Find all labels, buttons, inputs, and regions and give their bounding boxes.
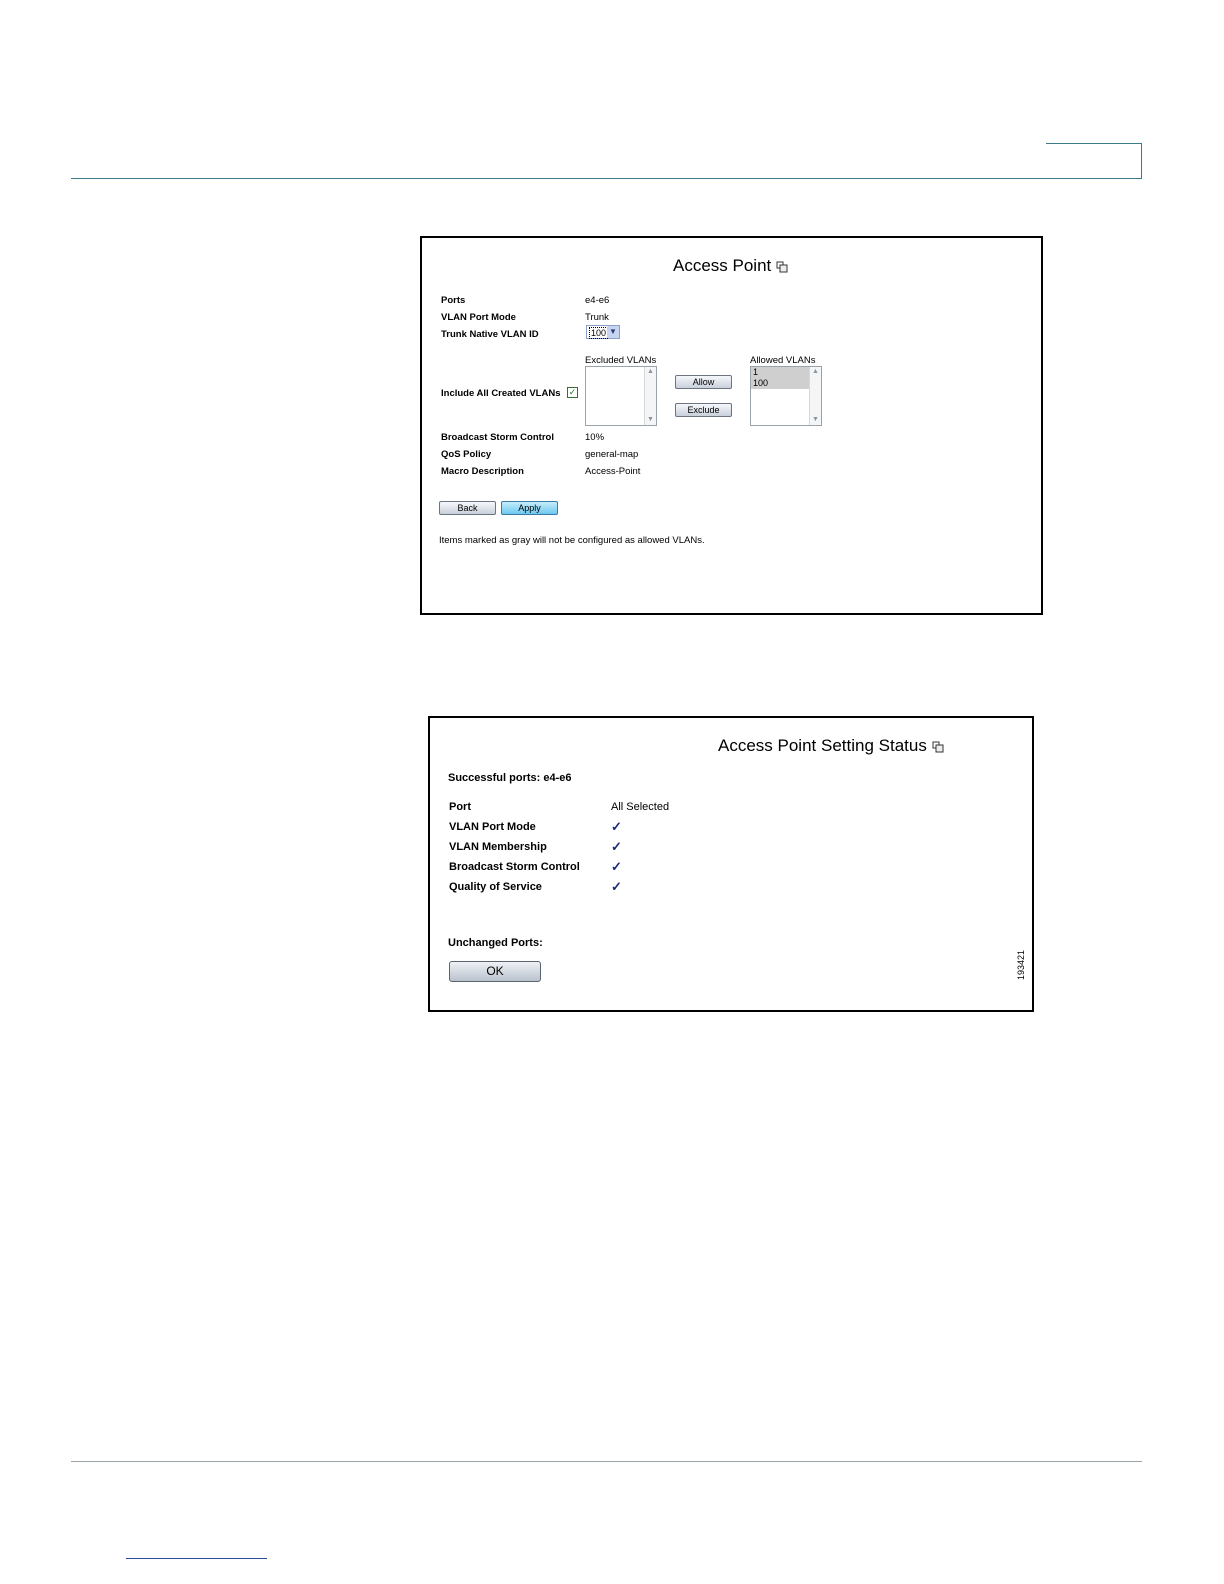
scroll-up-icon[interactable]: ▲ [812, 368, 819, 375]
allow-button[interactable]: Allow [675, 375, 732, 389]
list-item[interactable]: 1 [751, 367, 809, 378]
help-popup-icon[interactable] [932, 741, 944, 753]
excluded-vlans-list[interactable] [585, 366, 657, 426]
include-all-label: Include All Created VLANs [441, 388, 561, 399]
status-broadcast-storm-label: Broadcast Storm Control [449, 861, 580, 873]
qos-policy-value: general-map [585, 449, 639, 460]
allowed-vlans-list[interactable] [750, 366, 822, 426]
successful-ports: Successful ports: e4-e6 [448, 772, 572, 784]
status-vlan-membership-label: VLAN Membership [449, 841, 547, 853]
ports-label: Ports [441, 295, 466, 306]
exclude-button[interactable]: Exclude [675, 403, 732, 417]
setting-status-title: Access Point Setting Status [718, 736, 944, 756]
apply-button[interactable]: Apply [501, 501, 558, 515]
status-vlan-port-mode-label: VLAN Port Mode [449, 821, 536, 833]
list-item[interactable]: 100 [751, 378, 809, 389]
footer-rule [71, 1461, 1142, 1462]
allowed-vlans-label: Allowed VLANs [750, 355, 816, 366]
status-qos-label: Quality of Service [449, 881, 542, 893]
chevron-down-icon[interactable]: ▼ [607, 326, 619, 338]
back-button[interactable]: Back [439, 501, 496, 515]
scroll-up-icon[interactable]: ▲ [647, 368, 654, 375]
setting-status-panel [428, 716, 1034, 1012]
vlan-port-mode-label: VLAN Port Mode [441, 312, 516, 323]
broadcast-storm-label: Broadcast Storm Control [441, 432, 554, 443]
port-label: Port [449, 801, 471, 813]
ports-value: e4-e6 [585, 295, 610, 306]
access-point-panel [420, 236, 1043, 615]
trunk-native-vlan-label: Trunk Native VLAN ID [441, 329, 539, 340]
excluded-vlans-label: Excluded VLANs [585, 355, 657, 366]
macro-description-value: Access-Point [585, 466, 641, 477]
figure-number: 193421 [1016, 949, 1026, 980]
ok-button[interactable]: OK [449, 961, 541, 982]
include-all-checkbox[interactable]: ✓ [568, 387, 577, 397]
macro-description-label: Macro Description [441, 466, 524, 477]
port-value: All Selected [611, 801, 670, 813]
qos-policy-label: QoS Policy [441, 449, 492, 460]
trunk-native-vlan-value: 100 [591, 328, 607, 338]
scroll-down-icon[interactable]: ▼ [812, 416, 819, 423]
unchanged-ports-label: Unchanged Ports: [448, 937, 543, 949]
broadcast-storm-value: 10% [585, 432, 605, 443]
scrollbar[interactable] [809, 367, 821, 425]
check-icon: ✓ [611, 819, 622, 834]
check-icon: ✓ [611, 859, 622, 874]
trunk-native-vlan-select[interactable] [586, 325, 620, 339]
chapter-tab-box [1046, 143, 1142, 179]
scrollbar[interactable] [644, 367, 656, 425]
check-icon: ✓ [611, 839, 622, 854]
check-icon: ✓ [611, 879, 622, 894]
gray-items-note: Items marked as gray will not be configured as allowed VLANs. [439, 535, 705, 546]
footer-link-underline [126, 1558, 267, 1559]
scroll-down-icon[interactable]: ▼ [647, 416, 654, 423]
help-popup-icon[interactable] [776, 261, 788, 273]
header-rule [71, 178, 1142, 179]
vlan-port-mode-value: Trunk [585, 312, 609, 323]
access-point-title: Access Point [673, 256, 788, 276]
